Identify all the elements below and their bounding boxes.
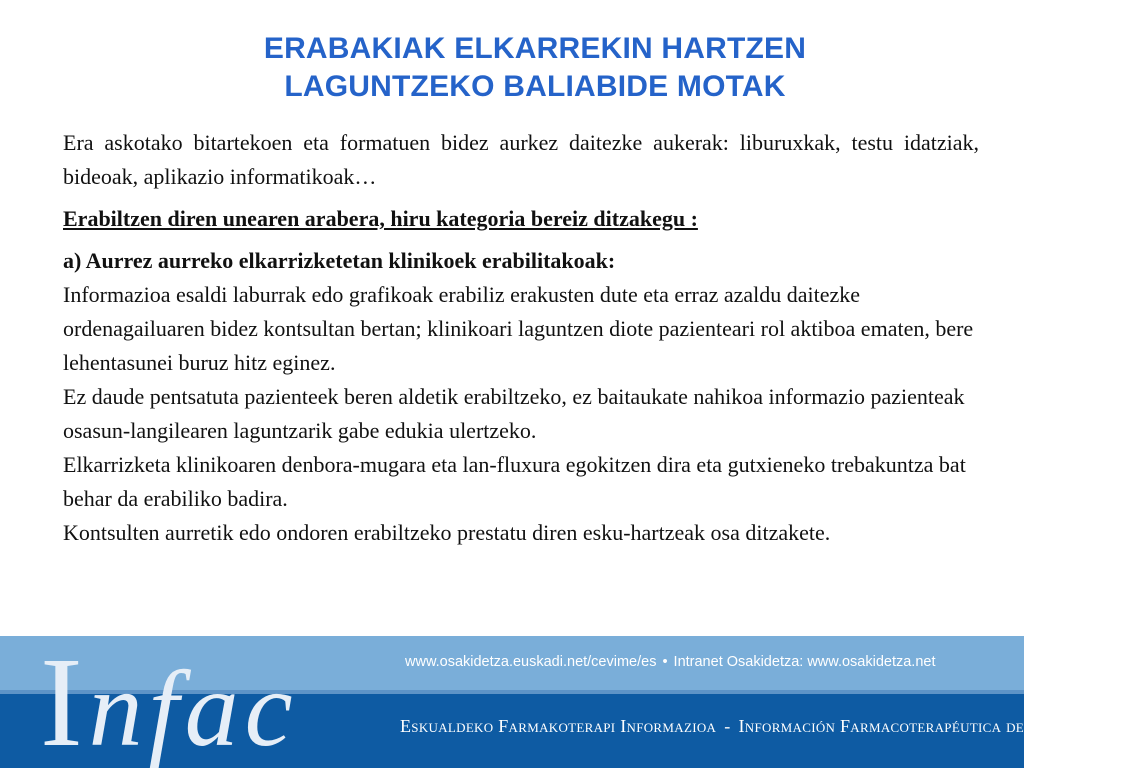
intro-paragraph: Era askotako bitartekoen eta formatuen bidez aurkez daitezke aukerak: liburuxkak, testu idatziak, bideoak, aplikazio informatikoak… [63,130,979,189]
section-a-paragraph-4: Kontsulten aurretik edo ondoren erabiltzeko prestatu diren esku-hartzeak osa ditzakete. [63,520,831,545]
org-name-basque: Eskualdeko Farmakoterapi Informazioa [400,716,717,736]
section-a-paragraph-2: Ez daude pentsatuta pazienteek beren aldetik erabiltzeko, ez baitaukate nahikoa informazio pazienteak osasun-langilearen laguntzarik gabe edukia ulertzeko. [63,384,965,443]
intranet-link[interactable]: Intranet Osakidetza: www.osakidetza.net [673,654,936,670]
org-name-spanish: Información Farmacoterapéutica de la Comarca [738,716,1123,736]
infac-logo [40,631,299,773]
section-a-heading: a) Aurrez aurreko elkarrizketetan klinikoek erabilitakoak: [63,248,616,273]
section-a-paragraph-3: Elkarrizketa klinikoaren denbora-mugara eta lan-fluxura egokitzen dira eta gutxieneko trebakuntza bat behar da erabiliko badira. [63,452,966,511]
footer-organization [400,716,1123,737]
org-separator: - [724,716,731,736]
slide-body [63,126,979,550]
slide-title-line-1: ERABAKIAK ELKARREKIN HARTZEN [263,32,807,65]
slide-title [120,30,950,106]
infac-logo-i: I [40,631,89,773]
footer-banner [0,631,1123,773]
url-separator: • [662,654,668,670]
section-a-paragraph-1: Informazioa esaldi laburrak edo grafikoak erabiliz erakusten dute eta erraz azaldu daitezke ordenagailuaren bidez kontsultan bertan; klinikoari laguntzen diote pazienteari rol aktiboa ematen, bere lehentasunei buruz hitz eginez. [63,282,974,375]
slide-title-line-2: LAGUNTZEKO BALIABIDE MOTAK [284,70,786,103]
infac-logo-rest: nfac [88,650,299,769]
footer-urls [405,654,1005,670]
cevime-link[interactable]: www.osakidetza.euskadi.net/cevime/es [405,654,657,670]
categories-heading: Erabiltzen diren unearen arabera, hiru kategoria bereiz ditzakegu : [63,206,698,231]
